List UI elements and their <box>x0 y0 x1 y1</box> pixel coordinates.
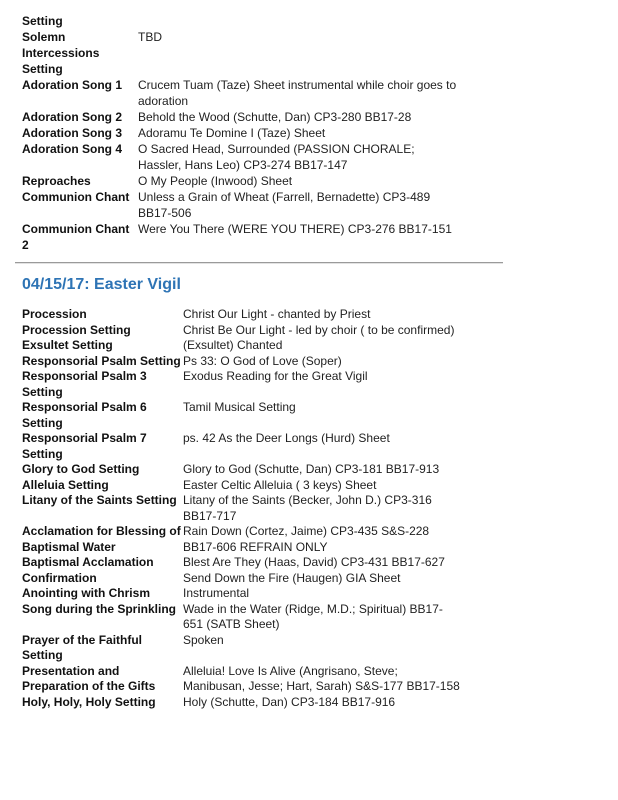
plan-row-label: Anointing with Chrism <box>22 586 150 600</box>
plan-row-value: Alleluia! Love Is Alive (Angrisano, Steve; Manibusan, Jesse; Hart, Sarah) S&S-177 BB17-158 <box>183 663 460 693</box>
plan-row <box>22 125 618 141</box>
plan-row <box>22 555 618 571</box>
plan-row <box>22 571 618 587</box>
plan-row <box>22 338 618 354</box>
plan-row-value: TBD <box>138 30 162 44</box>
section-heading: 04/15/17: Easter Vigil <box>22 276 181 293</box>
plan-row-label: Song during the Sprinkling <box>22 601 176 616</box>
plan-row-value: Spoken <box>183 632 224 647</box>
plan-row-label: Procession Setting <box>22 322 131 337</box>
plan-row-value: Behold the Wood (Schutte, Dan) CP3-280 BB17-28 <box>138 110 412 124</box>
plan-row <box>22 141 618 173</box>
plan-row <box>22 307 618 323</box>
plan-row-value: Blest Are They (Haas, David) CP3-431 BB17-627 <box>183 555 445 569</box>
plan-row-label: Adoration Song 3 <box>22 126 122 140</box>
plan-row-value: Send Down the Fire (Haugen) GIA Sheet <box>183 570 401 585</box>
plan-row <box>22 354 618 370</box>
plan-row-value: (Exsultet) Chanted <box>183 338 283 352</box>
plan-row-label: Communion Chant <box>22 190 130 204</box>
plan-row-label: Responsorial Psalm 3 Setting <box>22 369 147 399</box>
plan-row-value: Holy (Schutte, Dan) CP3-184 BB17-916 <box>183 694 396 709</box>
plan-row-label: Responsorial Psalm Setting <box>22 353 181 368</box>
plan-row <box>22 109 618 125</box>
plan-row <box>22 13 618 29</box>
plan-row-value: O Sacred Head, Surrounded (PASSION CHORALE; Hassler, Hans Leo) CP3-274 BB17-147 <box>138 142 415 172</box>
plan-row-value: O My People (Inwood) Sheet <box>138 174 293 188</box>
plan-row <box>22 400 618 431</box>
plan-row <box>22 493 618 524</box>
plan-row <box>22 586 618 602</box>
plan-row-label: Responsorial Psalm 7 Setting <box>22 431 147 461</box>
plan-row-value: Rain Down (Cortez, Jaime) CP3-435 S&S-228 BB17-606 REFRAIN ONLY <box>183 524 430 554</box>
plan-row-value: Glory to God (Schutte, Dan) CP3-181 BB17-913 <box>183 462 440 476</box>
plan-row <box>22 173 618 189</box>
plan-row-value: Instrumental <box>183 586 250 600</box>
plan-row <box>22 695 618 711</box>
plan-row-label: Solemn Intercessions Setting <box>22 30 100 76</box>
plan-row-value: Crucem Tuam (Taze) Sheet instrumental while choir goes to adoration <box>138 78 457 108</box>
section-divider <box>15 262 503 264</box>
plan-row <box>22 664 618 695</box>
plan-row-label: Responsorial Psalm 6 Setting <box>22 400 147 430</box>
plan-row-value: Litany of the Saints (Becker, John D.) CP3-316 BB17-717 <box>183 493 432 523</box>
plan-row-label: Exsultet Setting <box>22 338 113 352</box>
plan-section-easter-vigil <box>22 276 618 710</box>
plan-row-value: Wade in the Water (Ridge, M.D.; Spiritual) BB17-651 (SATB Sheet) <box>183 601 443 631</box>
plan-row-label: Glory to God Setting <box>22 462 140 476</box>
plan-row <box>22 189 618 221</box>
plan-row-label: Adoration Song 1 <box>22 78 122 92</box>
plan-row <box>22 323 618 339</box>
plan-row-label: Communion Chant 2 <box>22 222 130 252</box>
plan-row <box>22 221 618 253</box>
plan-row-label: Baptismal Acclamation <box>22 555 154 569</box>
plan-row-label: Reproaches <box>22 174 91 188</box>
plan-row-label: Adoration Song 4 <box>22 142 122 156</box>
plan-row-value <box>138 13 460 29</box>
plan-row-value: Easter Celtic Alleluia ( 3 keys) Sheet <box>183 477 377 492</box>
plan-row-label: Adoration Song 2 <box>22 110 122 124</box>
plan-section-continued <box>22 13 618 253</box>
plan-row <box>22 77 618 109</box>
plan-row-label: Presentation and Preparation of the Gifts <box>22 663 156 693</box>
plan-row-value: Unless a Grain of Wheat (Farrell, Bernadette) CP3-489 BB17-506 <box>138 190 431 220</box>
plan-row <box>22 431 618 462</box>
plan-row <box>22 462 618 478</box>
plan-row-label: Confirmation <box>22 570 97 585</box>
plan-row-value: Exodus Reading for the Great Vigil <box>183 369 368 383</box>
plan-row <box>22 602 618 633</box>
plan-row <box>22 478 618 494</box>
plan-row-value: ps. 42 As the Deer Longs (Hurd) Sheet <box>183 431 390 445</box>
plan-row-label: Acclamation for Blessing of Baptismal Water <box>22 524 181 554</box>
plan-row-label: Prayer of the Faithful Setting <box>22 632 143 662</box>
plan-row-value: Were You There (WERE YOU THERE) CP3-276 BB17-151 <box>138 222 452 236</box>
plan-row <box>22 524 618 555</box>
plan-row-value: Tamil Musical Setting <box>183 400 296 414</box>
plan-row-label: Setting <box>22 14 63 28</box>
plan-row-value: Christ Our Light - chanted by Priest <box>183 307 371 321</box>
plan-row-value: Ps 33: O God of Love (Soper) <box>183 353 342 368</box>
plan-row-value: Adoramu Te Domine I (Taze) Sheet <box>138 126 326 140</box>
plan-row <box>22 633 618 664</box>
plan-row <box>22 29 618 77</box>
plan-row-label: Holy, Holy, Holy Setting <box>22 694 156 709</box>
plan-row <box>22 369 618 400</box>
plan-row-label: Alleluia Setting <box>22 477 109 492</box>
plan-row-value: Christ Be Our Light - led by choir ( to be confirmed) <box>183 322 455 337</box>
plan-row-label: Litany of the Saints Setting <box>22 493 177 507</box>
plan-row-label: Procession <box>22 307 87 321</box>
